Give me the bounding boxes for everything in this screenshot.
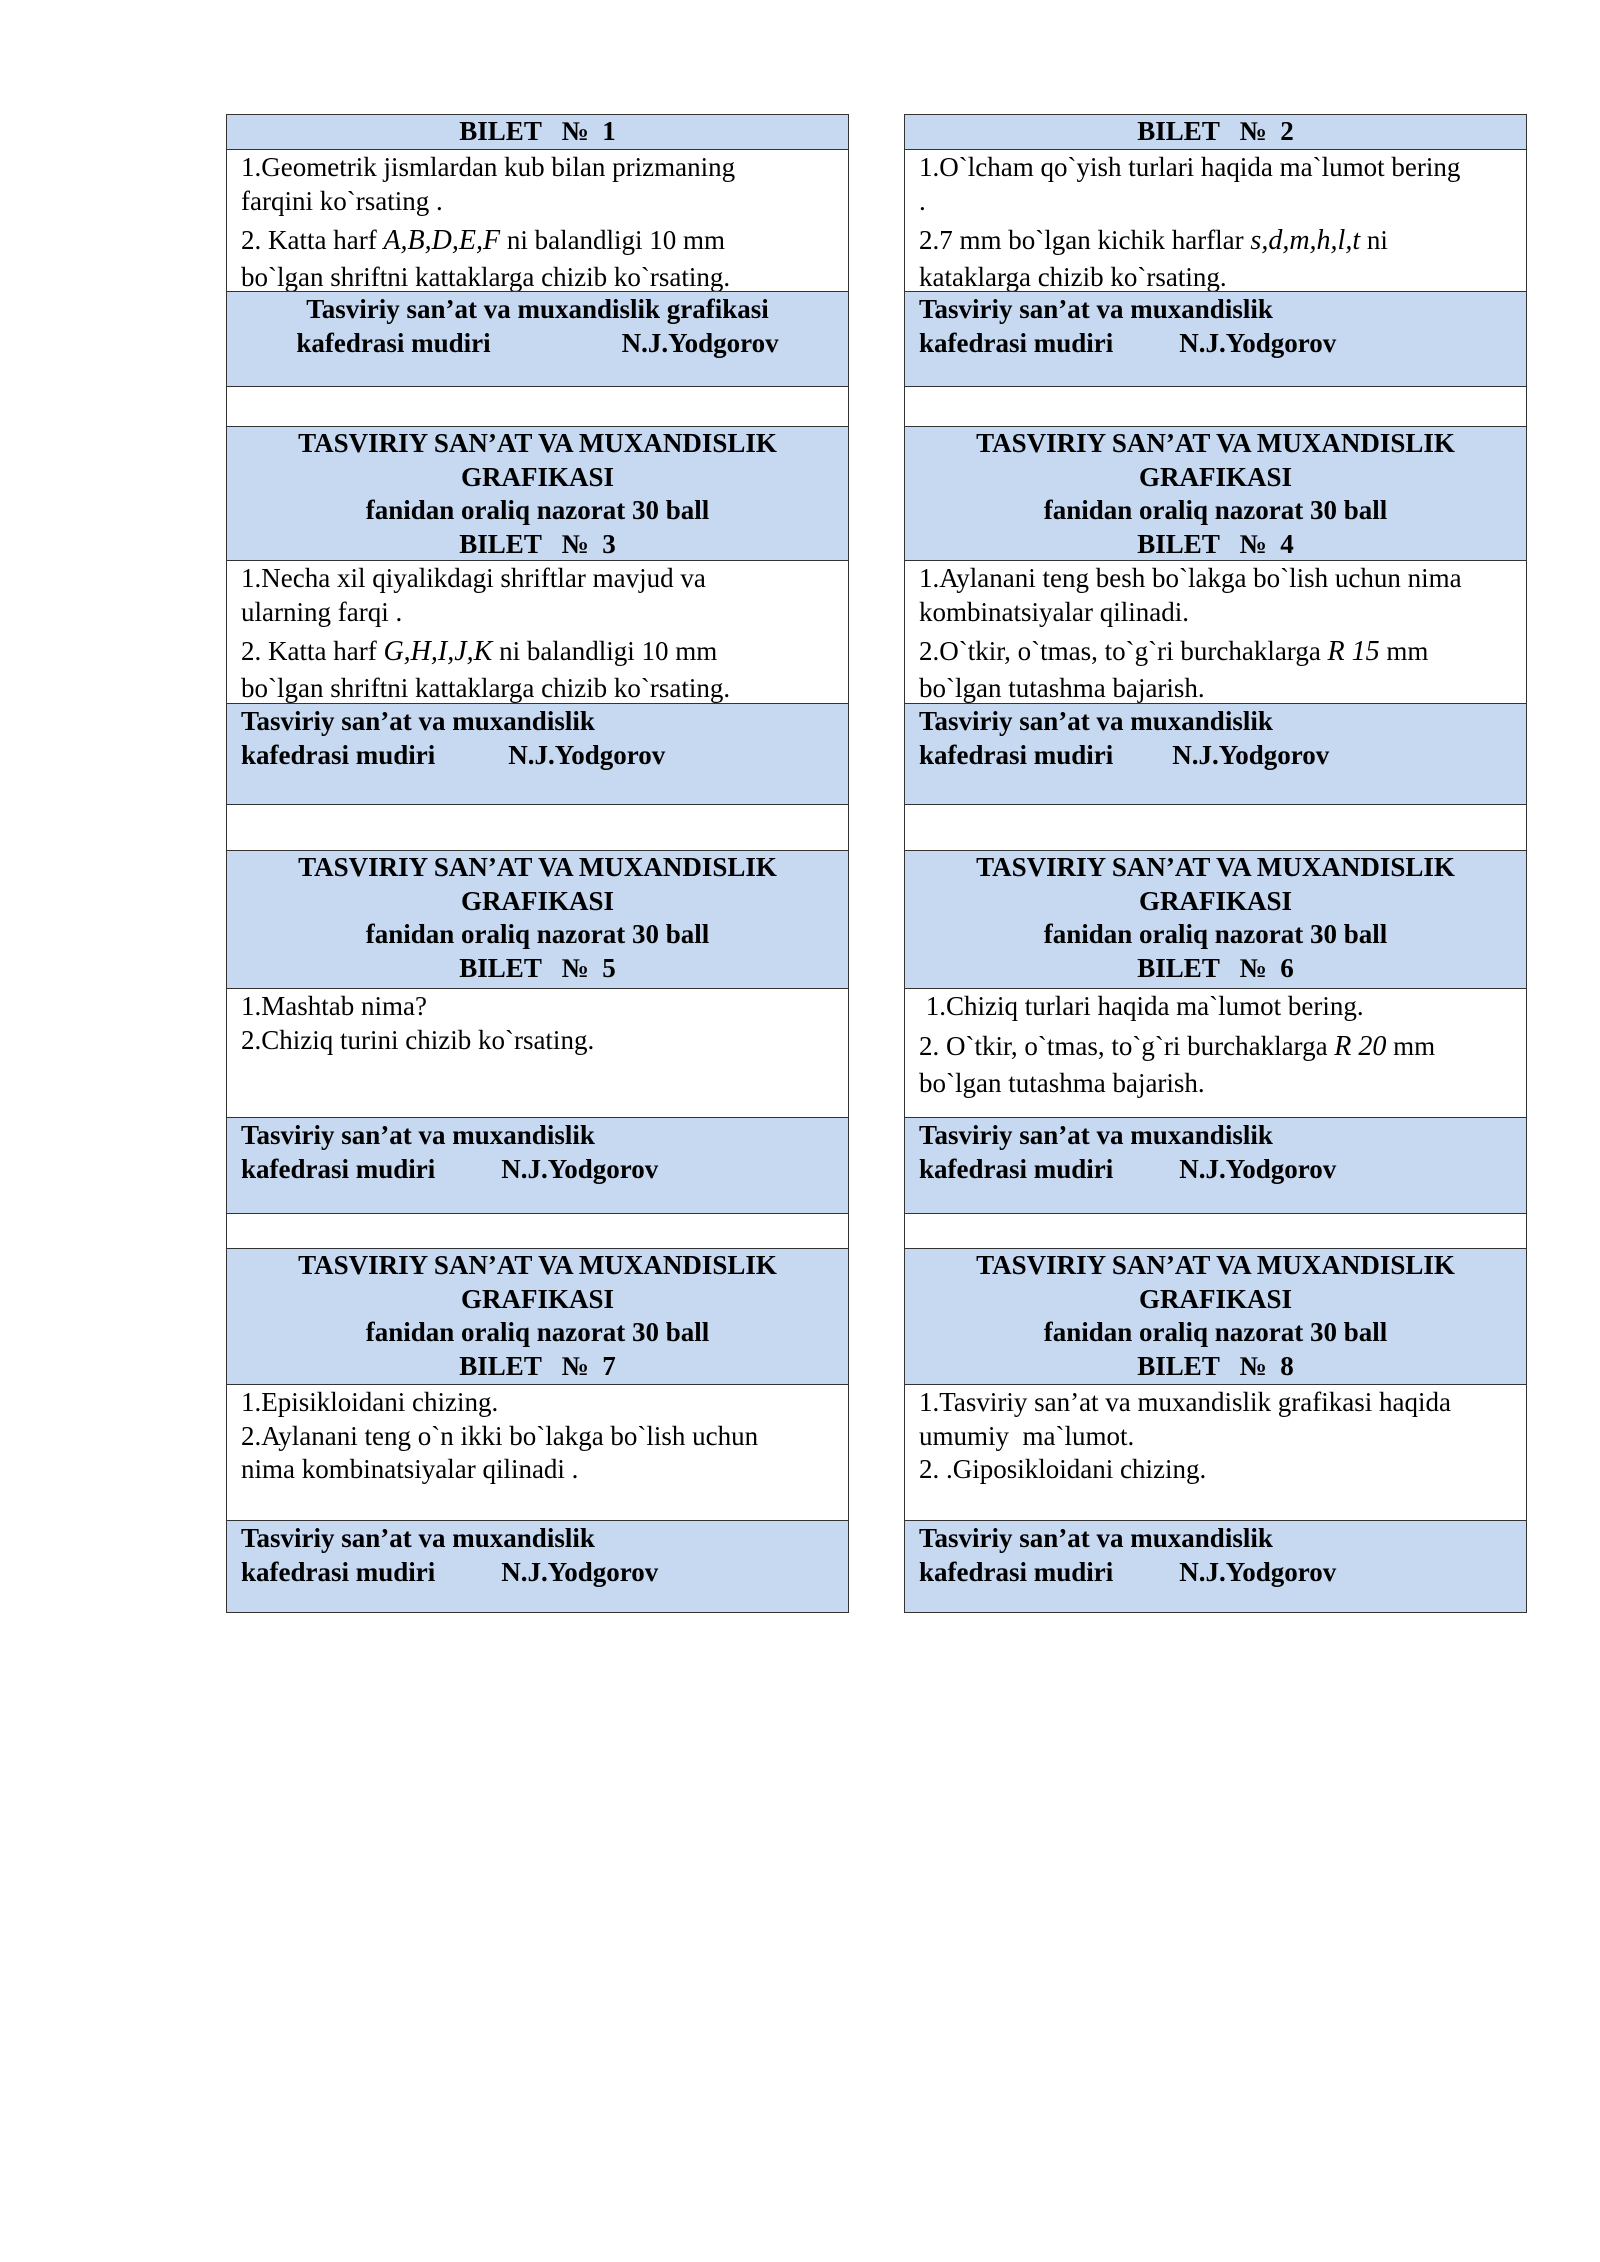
question-text: 2.O`tkir, o`tmas, to`g`ri burchaklarga	[919, 636, 1328, 666]
position-title: kafedrasi mudiri	[241, 1153, 436, 1184]
exam-type: fanidan oraliq nazorat 30 ball	[1043, 919, 1388, 949]
ticket-8-questions	[905, 1385, 1526, 1521]
spacer-row	[227, 805, 848, 851]
question-text: 2. Katta harf	[241, 636, 384, 666]
ticket-1-questions	[227, 150, 848, 292]
question-paragraph	[919, 990, 1512, 1024]
subject-title: TASVIRIY SAN’AT VA MUXANDISLIK GRAFIKASI	[976, 1250, 1455, 1314]
question-paragraph	[241, 151, 834, 218]
signature-line	[241, 1556, 834, 1590]
question-line	[919, 633, 1512, 670]
head-name: N.J.Yodgorov	[501, 1556, 659, 1587]
signature-line	[919, 739, 1512, 773]
italic-radius: R 20	[1334, 1030, 1387, 1062]
ticket-2-footer	[905, 292, 1526, 387]
subject-title: TASVIRIY SAN’AT VA MUXANDISLIK GRAFIKASI	[976, 428, 1455, 492]
ticket-5-footer	[227, 1118, 848, 1214]
spacer-row	[905, 805, 1526, 851]
spacer-row	[227, 1214, 848, 1249]
question-line: bo`lgan tutashma bajarish.	[919, 673, 1205, 703]
signature-line	[241, 1153, 834, 1187]
question-line: ularning farqi .	[241, 596, 403, 627]
question-line: bo`lgan shriftni kattaklarga chizib ko`rsating.	[241, 262, 731, 292]
question-paragraph	[241, 990, 834, 1057]
department-name: Tasviriy san’at va muxandislik	[241, 706, 595, 736]
italic-radius: R 15	[1327, 636, 1380, 667]
signature-line	[241, 739, 834, 773]
ticket-1-footer	[227, 292, 848, 387]
exam-type: fanidan oraliq nazorat 30 ball	[1043, 1317, 1388, 1347]
head-name: N.J.Yodgorov	[508, 739, 666, 770]
question-text: ni	[1360, 225, 1388, 255]
question-text: mm	[1386, 1030, 1436, 1061]
question-line: 2. .Giposikloidani chizing.	[919, 1454, 1207, 1484]
ticket-3-header	[227, 427, 848, 561]
position-title: kafedrasi mudiri	[919, 1556, 1114, 1587]
ticket-4-questions	[905, 561, 1526, 704]
signature-line	[919, 327, 1512, 361]
question-line: 1.Episikloidani chizing.	[241, 1387, 499, 1417]
question-line: .	[919, 185, 926, 216]
ticket-number: BILET № 7	[459, 1350, 616, 1381]
question-text: 2. Katta harf	[241, 225, 384, 255]
question-line: 2.Aylanani teng o`n ikki bo`lakga bo`lish uchun	[241, 1420, 759, 1451]
ticket-number: BILET № 4	[1137, 528, 1294, 559]
subject-title: TASVIRIY SAN’AT VA MUXANDISLIK GRAFIKASI	[298, 852, 777, 916]
department-name: Tasviriy san’at va muxandislik	[241, 1120, 595, 1150]
ticket-5-questions	[227, 989, 848, 1118]
head-name: N.J.Yodgorov	[1179, 1153, 1337, 1184]
subject-title: TASVIRIY SAN’AT VA MUXANDISLIK GRAFIKASI	[976, 852, 1455, 916]
italic-letters: A,B,D,E,F	[383, 225, 501, 256]
department-name: Tasviriy san’at va muxandislik	[919, 294, 1273, 324]
ticket-6-header	[905, 851, 1526, 989]
ticket-3-questions	[227, 561, 848, 704]
ticket-number: BILET № 3	[459, 528, 616, 559]
question-line	[919, 222, 1512, 259]
ticket-2-header	[905, 115, 1526, 150]
head-name: N.J.Yodgorov	[1172, 739, 1330, 770]
question-paragraph	[241, 1386, 834, 1487]
question-line: kataklarga chizib ko`rsating.	[919, 262, 1227, 292]
question-text: 2.7 mm bo`lgan kichik harflar	[919, 225, 1251, 255]
question-text: ni balandligi 10 mm	[492, 636, 718, 666]
head-name: N.J.Yodgorov	[1179, 327, 1337, 358]
position-title: kafedrasi mudiri	[241, 1556, 436, 1587]
question-text: mm	[1379, 636, 1429, 666]
ticket-number: BILET № 6	[1137, 952, 1294, 983]
question-paragraph	[919, 222, 1512, 292]
question-line	[241, 633, 834, 670]
question-line: 1.Aylanani teng besh bo`lakga bo`lish uchun nima	[919, 563, 1462, 593]
question-line: 1.Geometrik jismlardan kub bilan prizmaning	[241, 152, 736, 182]
tickets-table-left	[226, 114, 849, 1613]
question-paragraph	[919, 1028, 1512, 1101]
ticket-number: BILET № 2	[1137, 116, 1294, 146]
question-line: kombinatsiyalar qilinadi.	[919, 596, 1189, 627]
head-name: N.J.Yodgorov	[1179, 1556, 1337, 1587]
question-paragraph	[241, 633, 834, 704]
question-line: 1.Tasviriy san’at va muxandislik grafikasi haqida	[919, 1387, 1451, 1417]
question-line: 1.Mashtab nima?	[241, 991, 427, 1021]
head-name: N.J.Yodgorov	[621, 327, 779, 358]
department-name: Tasviriy san’at va muxandislik	[919, 1523, 1273, 1553]
ticket-7-footer	[227, 1521, 848, 1612]
position-title: kafedrasi mudiri	[919, 1153, 1114, 1184]
spacer-row	[905, 387, 1526, 427]
position-title: kafedrasi mudiri	[241, 739, 436, 770]
question-line: bo`lgan shriftni kattaklarga chizib ko`rsating.	[241, 673, 731, 703]
ticket-7-questions	[227, 1385, 848, 1521]
question-line	[241, 222, 834, 259]
ticket-8-header	[905, 1249, 1526, 1385]
spacer-row	[227, 387, 848, 427]
question-line: umumiy ma`lumot.	[919, 1420, 1135, 1451]
question-line: bo`lgan tutashma bajarish.	[919, 1067, 1205, 1098]
ticket-number: BILET № 5	[459, 952, 616, 983]
department-name: Tasviriy san’at va muxandislik	[919, 706, 1273, 736]
question-paragraph	[919, 151, 1512, 218]
ticket-number: BILET № 1	[459, 116, 616, 146]
ticket-number: BILET № 8	[1137, 1350, 1294, 1381]
question-line: 1.O`lcham qo`yish turlari haqida ma`lumot bering	[919, 152, 1461, 182]
question-paragraph	[241, 222, 834, 292]
question-line: 2.Chiziq turini chizib ko`rsating.	[241, 1024, 595, 1055]
subject-title: TASVIRIY SAN’AT VA MUXANDISLIK GRAFIKASI	[298, 1250, 777, 1314]
ticket-7-header	[227, 1249, 848, 1385]
signature-line	[919, 1556, 1512, 1590]
ticket-6-questions	[905, 989, 1526, 1118]
signature-line	[227, 327, 848, 361]
department-name: Tasviriy san’at va muxandislik	[241, 1523, 595, 1553]
question-paragraph	[919, 1386, 1512, 1487]
ticket-6-footer	[905, 1118, 1526, 1214]
exam-type: fanidan oraliq nazorat 30 ball	[365, 495, 710, 525]
question-paragraph	[241, 562, 834, 629]
spacer-row	[905, 1214, 1526, 1249]
question-line: nima kombinatsiyalar qilinadi .	[241, 1454, 579, 1484]
ticket-5-header	[227, 851, 848, 989]
position-title: kafedrasi mudiri	[296, 327, 491, 358]
subject-title: TASVIRIY SAN’AT VA MUXANDISLIK GRAFIKASI	[298, 428, 777, 492]
question-line	[919, 1028, 1512, 1065]
ticket-8-footer	[905, 1521, 1526, 1612]
ticket-4-header	[905, 427, 1526, 561]
italic-letters: G,H,I,J,K	[383, 636, 493, 667]
ticket-1-header	[227, 115, 848, 150]
italic-letters: s,d,m,h,l,t	[1250, 225, 1361, 256]
ticket-4-footer	[905, 704, 1526, 805]
head-name: N.J.Yodgorov	[501, 1153, 659, 1184]
department-name: Tasviriy san’at va muxandislik	[919, 1120, 1273, 1150]
question-line: 1.Necha xil qiyalikdagi shriftlar mavjud va	[241, 563, 706, 593]
question-line: 1.Chiziq turlari haqida ma`lumot bering.	[919, 991, 1364, 1021]
question-text: ni balandligi 10 mm	[500, 225, 726, 255]
signature-line	[919, 1153, 1512, 1187]
department-name: Tasviriy san’at va muxandislik grafikasi	[306, 294, 769, 324]
question-paragraph	[919, 562, 1512, 629]
tickets-table-right	[904, 114, 1527, 1613]
question-line: farqini ko`rsating .	[241, 185, 443, 216]
question-paragraph	[919, 633, 1512, 704]
exam-type: fanidan oraliq nazorat 30 ball	[1043, 495, 1388, 525]
position-title: kafedrasi mudiri	[919, 327, 1114, 358]
exam-type: fanidan oraliq nazorat 30 ball	[365, 919, 710, 949]
ticket-3-footer	[227, 704, 848, 805]
question-text: 2. O`tkir, o`tmas, to`g`ri burchaklarga	[919, 1030, 1335, 1061]
position-title: kafedrasi mudiri	[919, 739, 1114, 770]
exam-type: fanidan oraliq nazorat 30 ball	[365, 1317, 710, 1347]
ticket-2-questions	[905, 150, 1526, 292]
